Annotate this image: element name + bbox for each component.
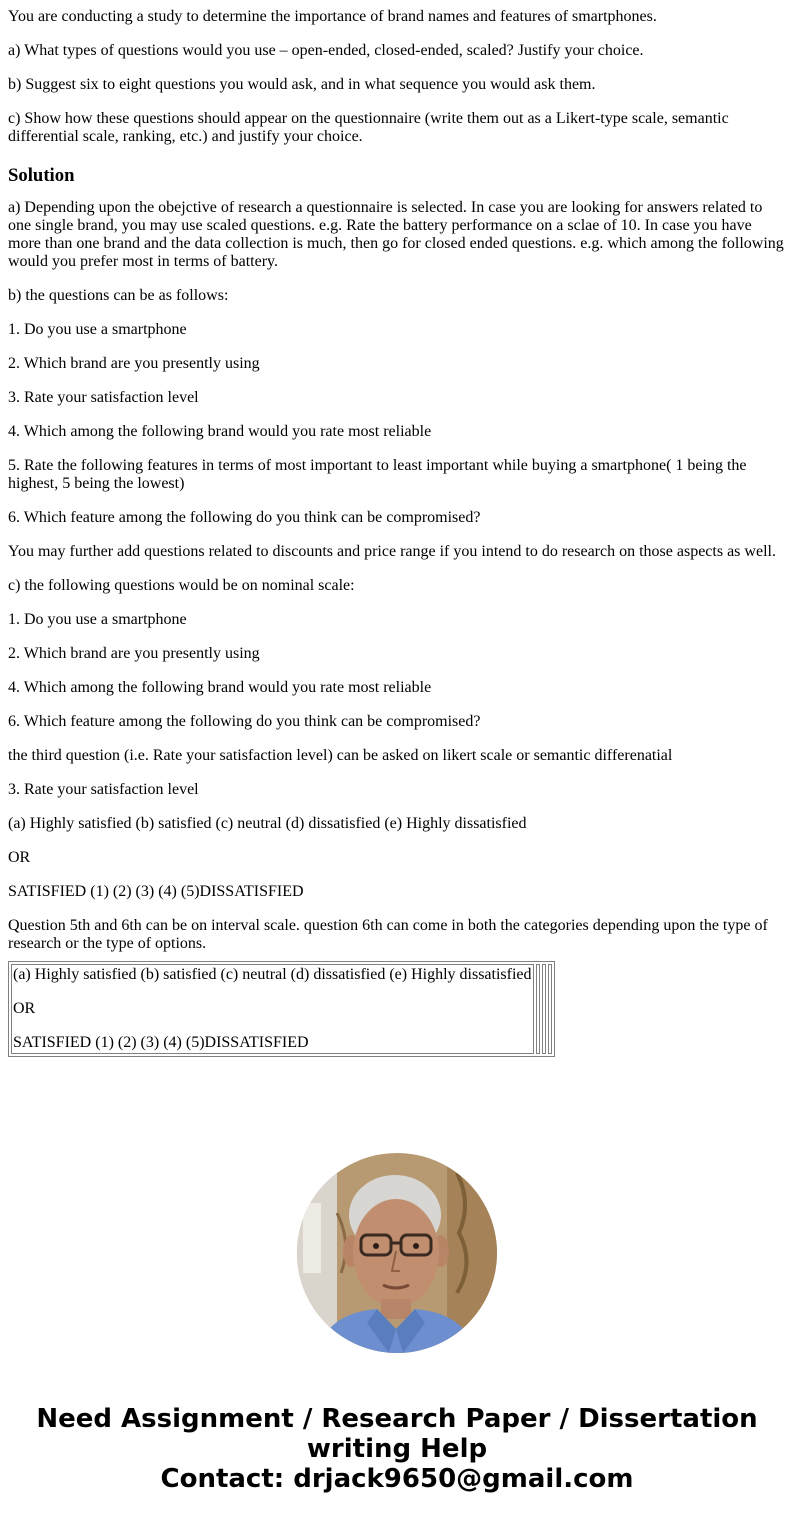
table-row <box>11 964 552 1054</box>
interval-note: Question 5th and 6th can be on interval scale. question 6th can come in both the categories depending upon the type of research or the type of options. <box>8 917 768 952</box>
table-likert-options: (a) Highly satisfied (b) satisfied (c) neutral (d) dissatisfied (e) Highly dissatisfied <box>13 966 532 983</box>
options-table <box>8 961 555 1057</box>
solution-heading: Solution <box>8 165 75 186</box>
question-item: 2. Which brand are you presently using <box>8 355 260 372</box>
semantic-scale: SATISFIED (1) (2) (3) (4) (5)DISSATISFIED <box>8 883 304 900</box>
likert-note: the third question (i.e. Rate your satisfaction level) can be asked on likert scale or semantic differenatial <box>8 747 673 764</box>
question-part-b: b) Suggest six to eight questions you would ask, and in what sequence you would ask them. <box>8 76 596 93</box>
question-item: 3. Rate your satisfaction level <box>8 389 199 406</box>
table-cell <box>11 964 534 1054</box>
table-empty-cell <box>536 964 540 1054</box>
answer-c-intro: c) the following questions would be on nominal scale: <box>8 577 355 594</box>
answer-a: a) Depending upon the obejctive of research a questionnaire is selected. In case you are looking for answers related to one single brand, you may use scaled questions. e.g. Rate the battery performance on a sclae of 10. In case you have more than one brand and the data collection is much, then go for closed ended questions. e.g. which among the following would you prefer most in terms of battery. <box>8 199 784 270</box>
or-separator: OR <box>8 849 31 866</box>
nominal-question-item: 2. Which brand are you presently using <box>8 645 260 662</box>
nominal-question-item: 4. Which among the following brand would you rate most reliable <box>8 679 432 696</box>
cta-contact-email: Contact: drjack9650@gmail.com <box>160 1464 634 1494</box>
author-avatar <box>297 1153 497 1353</box>
question-item: 5. Rate the following features in terms of most important to least important while buying a smartphone( 1 being the highest, 5 being the lowest) <box>8 457 747 492</box>
nominal-question-item: 6. Which feature among the following do you think can be compromised? <box>8 713 481 730</box>
question-item: 6. Which feature among the following do you think can be compromised? <box>8 509 481 526</box>
table-or-separator: OR <box>13 1000 36 1017</box>
table-semantic-scale: SATISFIED (1) (2) (3) (4) (5)DISSATISFIED <box>13 1034 309 1051</box>
question-part-c: c) Show how these questions should appear on the questionnaire (write them out as a Likert-type scale, semantic differential scale, ranking, etc.) and justify your choice. <box>8 110 729 145</box>
question-item: 4. Which among the following brand would you rate most reliable <box>8 423 432 440</box>
author-portrait <box>297 1153 497 1353</box>
further-note: You may further add questions related to discounts and price range if you intend to do research on those aspects as well. <box>8 543 776 560</box>
nominal-question-item: 1. Do you use a smartphone <box>8 611 187 628</box>
table-empty-cell <box>542 964 546 1054</box>
question-item: 1. Do you use a smartphone <box>8 321 187 338</box>
answer-b-intro: b) the questions can be as follows: <box>8 287 229 304</box>
question-intro: You are conducting a study to determine the importance of brand names and features of smartphones. <box>8 8 657 25</box>
question-part-a: a) What types of questions would you use – open-ended, closed-ended, scaled? Justify your choice. <box>8 42 644 59</box>
cta-line-1: Need Assignment / Research Paper / Dissertation <box>36 1404 758 1434</box>
likert-question: 3. Rate your satisfaction level <box>8 781 199 798</box>
contact-banner <box>0 1404 794 1494</box>
likert-options: (a) Highly satisfied (b) satisfied (c) neutral (d) dissatisfied (e) Highly dissatisfied <box>8 815 527 832</box>
cta-line-2: writing Help <box>306 1434 488 1464</box>
table-empty-cell <box>548 964 552 1054</box>
